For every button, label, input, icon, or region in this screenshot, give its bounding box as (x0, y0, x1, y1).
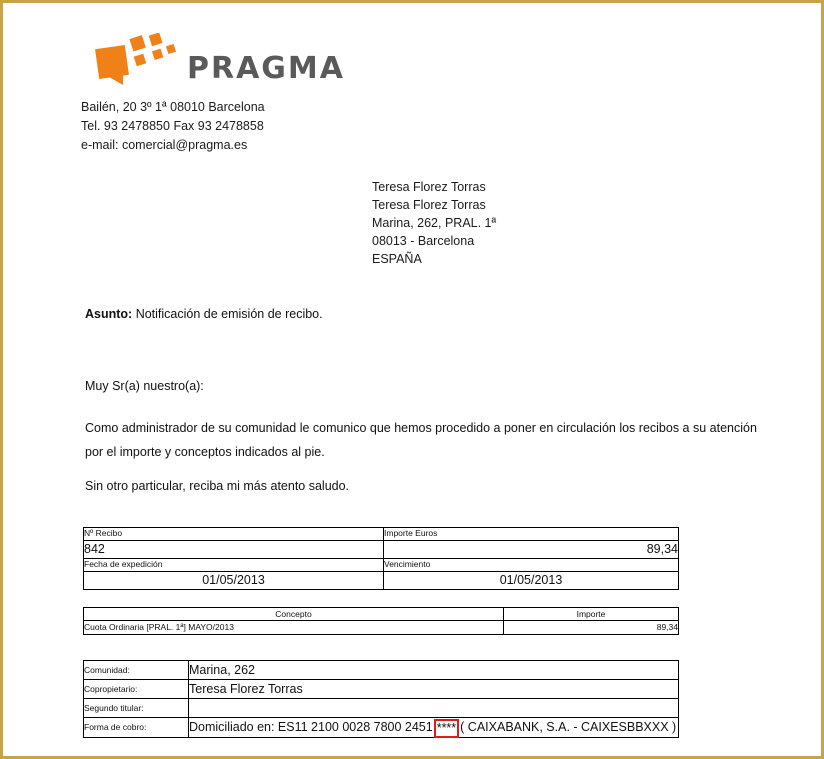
table-row (84, 528, 679, 541)
second-holder-label: Segundo titular: (84, 699, 189, 718)
table-row (84, 559, 679, 572)
recipient-address (372, 178, 496, 268)
coowner-value: Teresa Florez Torras (189, 680, 679, 699)
letter-paragraph-2: Sin otro particular, reciba mi más atento saludo. (85, 479, 350, 493)
receipt-summary-table (83, 527, 679, 590)
table-row (84, 572, 679, 590)
concept-description: Cuota Ordinaria [PRAL. 1ª] MAYO/2013 (84, 621, 504, 635)
due-date-value: 01/05/2013 (384, 572, 679, 590)
concept-header: Concepto (84, 608, 504, 621)
letter-paragraph-1: Como administrador de su comunidad le comunico que hemos procedido a poner en circulación los recibos a su atención por el importe y conceptos indicados al pie. (85, 421, 757, 459)
community-label: Comunidad: (84, 661, 189, 680)
letterhead (81, 33, 481, 154)
concept-table (83, 607, 679, 635)
table-row (84, 621, 679, 635)
payment-iban-prefix: Domiciliado en: ES11 2100 0028 7800 2451 (189, 720, 433, 734)
letter-greeting: Muy Sr(a) nuestro(a): (85, 379, 204, 393)
receipt-no-value: 842 (84, 541, 384, 559)
payment-method-label: Forma de cobro: (84, 718, 189, 738)
subject-text: Notificación de emisión de recibo. (135, 307, 323, 321)
table-row (84, 608, 679, 621)
subject-line (85, 307, 323, 321)
second-holder-value (189, 699, 679, 718)
coowner-label: Copropietario: (84, 680, 189, 699)
table-row (84, 699, 679, 718)
receipt-no-header: Nº Recibo (84, 528, 384, 541)
table-row (84, 718, 679, 738)
table-row (84, 661, 679, 680)
amount-value: 89,34 (384, 541, 679, 559)
pragma-logo-icon (89, 33, 185, 89)
payment-method-value (189, 718, 679, 738)
payment-bank-suffix: ( CAIXABANK, S.A. - CAIXESBBXXX ) (460, 720, 677, 734)
subject-label: Asunto: (85, 307, 133, 321)
document-body (3, 3, 821, 756)
amount-header: Importe Euros (384, 528, 679, 541)
concept-amount: 89,34 (504, 621, 679, 635)
company-email: e-mail: comercial@pragma.es (81, 138, 248, 152)
logo-row (81, 33, 481, 97)
table-row (84, 541, 679, 559)
issue-date-value: 01/05/2013 (84, 572, 384, 590)
due-date-header: Vencimiento (384, 559, 679, 572)
recipient-line-2: Teresa Florez Torras (372, 198, 486, 212)
table-row (84, 680, 679, 699)
recipient-line-1: Teresa Florez Torras (372, 180, 486, 194)
issue-date-header: Fecha de expedición (84, 559, 384, 572)
company-name: PRAGMA (187, 51, 346, 86)
company-address-line-1: Bailén, 20 3º 1ª 08010 Barcelona (81, 100, 265, 114)
details-table (83, 660, 679, 738)
concept-amount-header: Importe (504, 608, 679, 621)
recipient-line-3: Marina, 262, PRAL. 1ª (372, 216, 497, 230)
company-address-line-2: Tel. 93 2478850 Fax 93 2478858 (81, 119, 264, 133)
community-value: Marina, 262 (189, 661, 679, 680)
payment-masked-digits: **** (434, 719, 459, 738)
recipient-line-5: ESPAÑA (372, 252, 422, 266)
recipient-line-4: 08013 - Barcelona (372, 234, 475, 248)
